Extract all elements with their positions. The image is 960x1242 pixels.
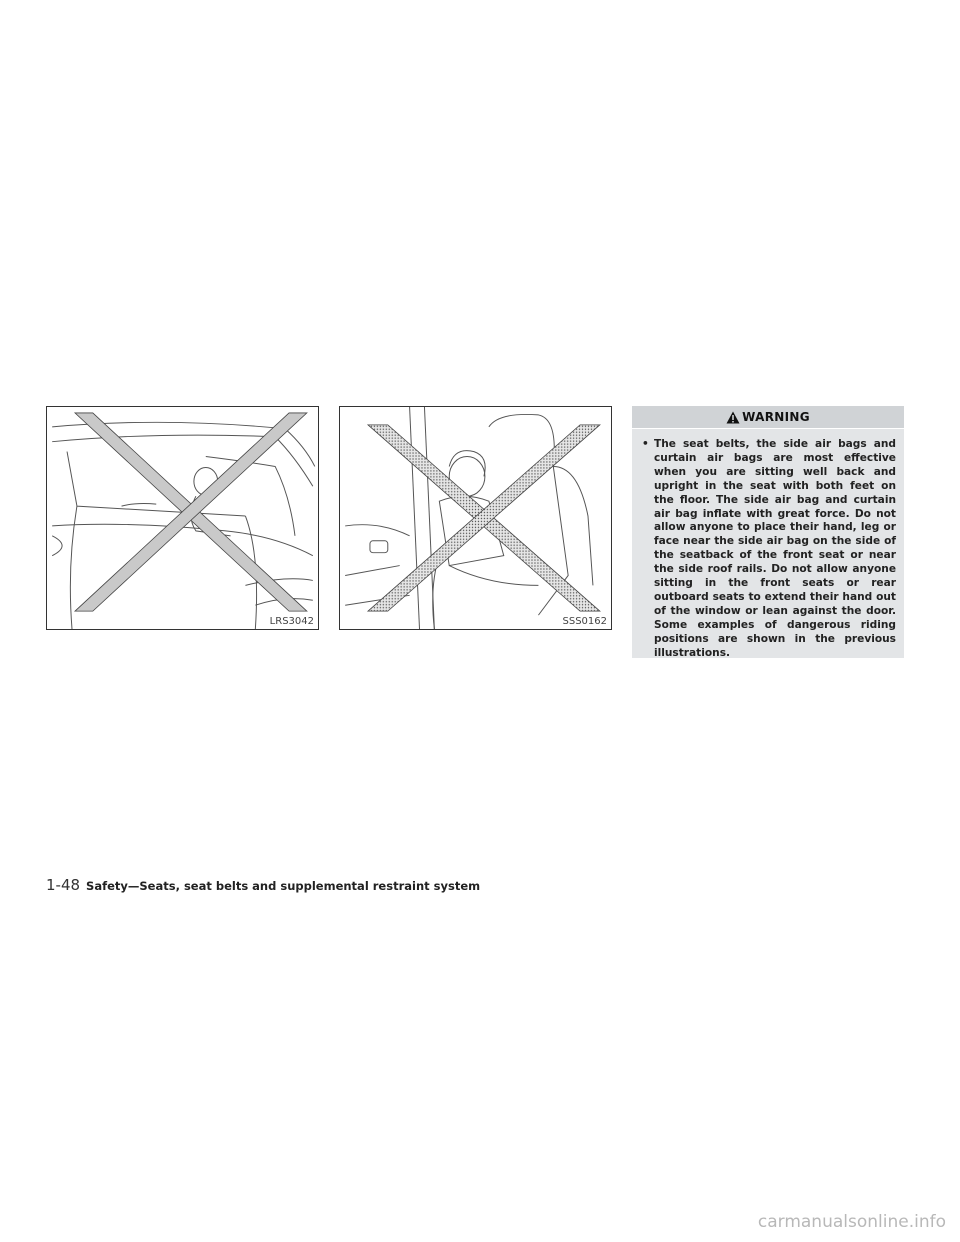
figure-code: SSS0162 <box>562 616 607 627</box>
watermark[interactable]: carmanualsonline.info <box>757 1212 946 1232</box>
warning-triangle-icon <box>726 411 740 424</box>
illustration-arm-out-window <box>46 406 319 630</box>
prohibition-cross <box>368 425 600 611</box>
warning-box <box>632 406 904 658</box>
bullet: • <box>642 438 649 450</box>
warning-title: WARNING <box>742 410 810 424</box>
warning-text: The seat belts, the side air bags and curtain air bags are most effective when you are sitting well back and upright in the seat with both feet on the floor. The side air bag and curtain air bag inflate with great force. Do not allow anyone to place their hand, leg or face near the side air bag on the side of the seatback of the front seat or near the side roof rails. Do not allow anyone sitting in the front seats or rear outboard seats to extend their hand out of the window or lean against the door. Some examples of dangerous riding positions are shown in the previous illustrations. <box>654 438 896 659</box>
page-number: 1-48 <box>46 876 81 894</box>
illustration-leaning-on-door <box>339 406 612 630</box>
car-window-drawing <box>47 407 318 629</box>
figure-code: LRS3042 <box>269 616 314 627</box>
page-footer <box>46 876 480 894</box>
prohibition-cross <box>75 413 307 611</box>
child-in-seat-drawing <box>340 407 611 629</box>
warning-item <box>632 429 904 661</box>
section-title: Safety—Seats, seat belts and supplemental restraint system <box>86 879 481 893</box>
warning-header <box>632 406 904 429</box>
